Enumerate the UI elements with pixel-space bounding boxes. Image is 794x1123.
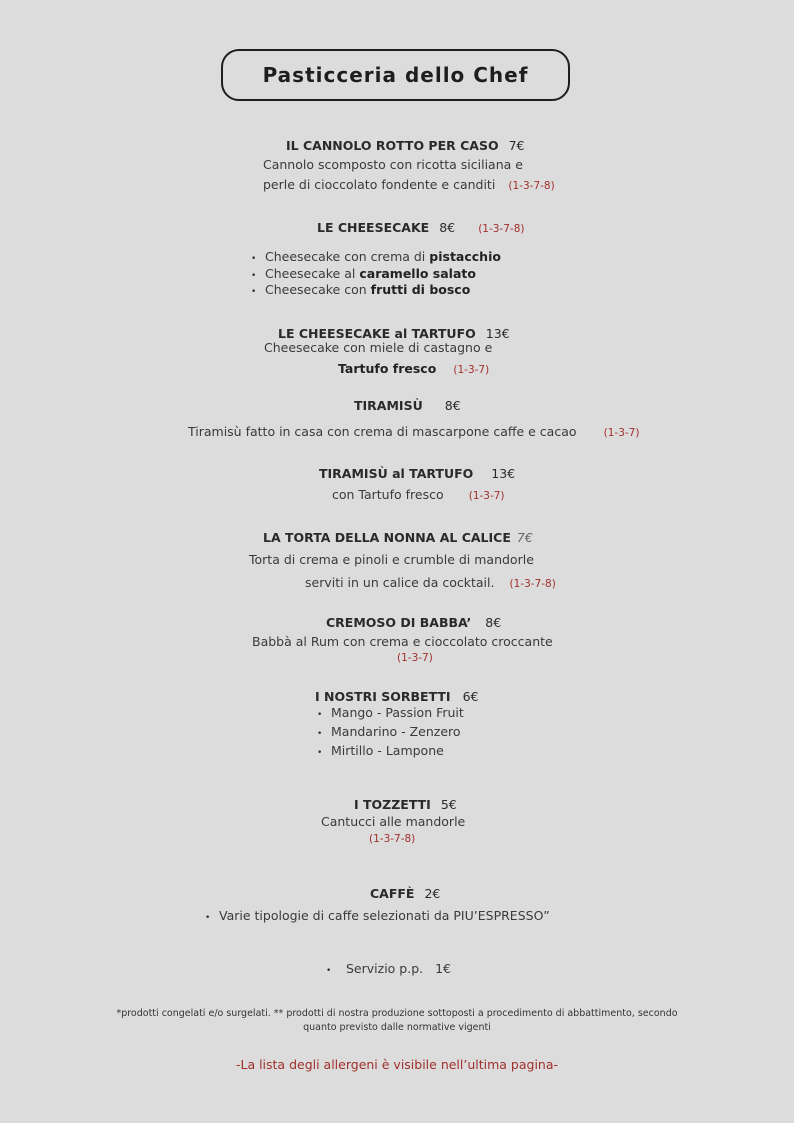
footnote-line-1: *prodotti congelati e/o surgelati. ** prodotti di nostra produzione sottoposti a procedimento di abbattimento, secondo bbox=[116, 1008, 678, 1019]
list-item-text: Cheesecake con bbox=[265, 282, 371, 297]
list-item-text: Mirtillo - Lampone bbox=[331, 743, 444, 758]
list-item bbox=[317, 724, 461, 739]
item-description: Babbà al Rum con crema e cioccolato croccante bbox=[252, 634, 553, 649]
item-name: LE CHEESECAKE bbox=[317, 220, 430, 235]
item-price: 5€ bbox=[440, 797, 457, 812]
list-item-text: Cheesecake al bbox=[265, 266, 360, 281]
bullet-icon: • bbox=[317, 710, 323, 720]
allergen-codes: (1-3-7) bbox=[453, 364, 490, 376]
item-name: LE CHEESECAKE al TARTUFO bbox=[278, 326, 476, 341]
item-price: 8€ bbox=[439, 220, 456, 235]
list-item bbox=[251, 249, 501, 264]
bullet-icon: • bbox=[326, 966, 332, 976]
item-name: LA TORTA DELLA NONNA AL CALICE bbox=[263, 530, 511, 545]
item-description-line2 bbox=[338, 358, 489, 377]
item-header-cheesecake bbox=[317, 217, 524, 236]
list-item-bold: pistacchio bbox=[429, 249, 501, 264]
item-description: con Tartufo fresco bbox=[332, 487, 444, 502]
bullet-icon: • bbox=[251, 287, 257, 297]
allergen-codes: (1-3-7-8) bbox=[369, 833, 416, 845]
item-price: 6€ bbox=[462, 689, 479, 704]
item-header-sorbetti bbox=[315, 686, 478, 705]
item-header-tiramisu bbox=[354, 395, 461, 414]
list-item-bold: caramello salato bbox=[359, 266, 476, 281]
item-name: CREMOSO DI BABBA’ bbox=[326, 615, 472, 630]
item-description-bold: Tartufo fresco bbox=[338, 361, 437, 376]
allergen-codes: (1-3-7-8) bbox=[508, 180, 555, 192]
item-description-line2 bbox=[263, 174, 555, 193]
title-box bbox=[221, 49, 570, 101]
list-item bbox=[205, 908, 550, 923]
list-item-text: Varie tipologie di caffe selezionati da PIU’ESPRESSO” bbox=[219, 908, 550, 923]
item-description: Tiramisù fatto in casa con crema di mascarpone caffe e cacao bbox=[188, 424, 577, 439]
item-price: 7€ bbox=[508, 138, 525, 153]
list-item bbox=[251, 266, 476, 281]
item-price: 7€ bbox=[516, 530, 533, 545]
allergen-codes: (1-3-7-8) bbox=[509, 578, 556, 590]
item-description-line2 bbox=[305, 572, 556, 591]
bullet-icon: • bbox=[317, 729, 323, 739]
item-price: 8€ bbox=[485, 615, 502, 630]
list-item-text: Mango - Passion Fruit bbox=[331, 705, 464, 720]
item-description: Cantucci alle mandorle bbox=[321, 814, 466, 829]
item-price: 13€ bbox=[485, 326, 510, 341]
page-title: Pasticceria dello Chef bbox=[262, 63, 529, 87]
list-item-text: Cheesecake con crema di bbox=[265, 249, 430, 264]
allergen-codes: (1-3-7) bbox=[468, 490, 505, 502]
allergen-note: -La lista degli allergeni è visibile nell’ultima pagina- bbox=[235, 1057, 559, 1072]
list-item bbox=[251, 282, 470, 297]
item-description-text: serviti in un calice da cocktail. bbox=[305, 575, 495, 590]
item-header-tozzetti bbox=[354, 794, 457, 813]
bullet-icon: • bbox=[251, 254, 257, 264]
item-description: Torta di crema e pinoli e crumble di mandorle bbox=[249, 552, 534, 567]
item-description-line bbox=[332, 484, 505, 503]
item-header-caffe bbox=[370, 883, 440, 902]
item-header-cremoso-babba bbox=[326, 612, 501, 631]
item-price: 8€ bbox=[444, 398, 461, 413]
allergen-codes: (1-3-7-8) bbox=[478, 223, 525, 235]
item-name: IL CANNOLO ROTTO PER CASO bbox=[286, 138, 499, 153]
item-description-text: perle di cioccolato fondente e canditi bbox=[263, 177, 496, 192]
list-item bbox=[317, 705, 464, 720]
bullet-icon: • bbox=[317, 748, 323, 758]
item-description: Cheesecake con miele di castagno e bbox=[264, 340, 493, 355]
item-header-torta-nonna bbox=[263, 527, 533, 546]
allergen-codes: (1-3-7) bbox=[603, 427, 640, 439]
item-name: CAFFÈ bbox=[370, 886, 415, 901]
bullet-icon: • bbox=[251, 271, 257, 281]
servizio-price: 1€ bbox=[435, 961, 452, 976]
servizio-line bbox=[326, 961, 451, 976]
item-description: Cannolo scomposto con ricotta siciliana e bbox=[263, 157, 523, 172]
item-name: I TOZZETTI bbox=[354, 797, 431, 812]
list-item-text: Mandarino - Zenzero bbox=[331, 724, 461, 739]
servizio-label: Servizio p.p. bbox=[346, 961, 424, 976]
item-name: I NOSTRI SORBETTI bbox=[315, 689, 451, 704]
item-header-cannolo bbox=[286, 135, 525, 154]
item-header-tiramisu-tartufo bbox=[319, 463, 515, 482]
item-description-line bbox=[188, 421, 639, 440]
item-price: 2€ bbox=[424, 886, 441, 901]
item-name: TIRAMISÙ al TARTUFO bbox=[319, 466, 474, 481]
allergen-codes: (1-3-7) bbox=[397, 652, 433, 664]
bullet-icon: • bbox=[205, 913, 211, 923]
footnote-line-2: quanto previsto dalle normative vigenti bbox=[303, 1022, 491, 1033]
item-price: 13€ bbox=[491, 466, 516, 481]
list-item-bold: frutti di bosco bbox=[370, 282, 471, 297]
item-name: TIRAMISÙ bbox=[354, 398, 423, 413]
list-item bbox=[317, 743, 444, 758]
